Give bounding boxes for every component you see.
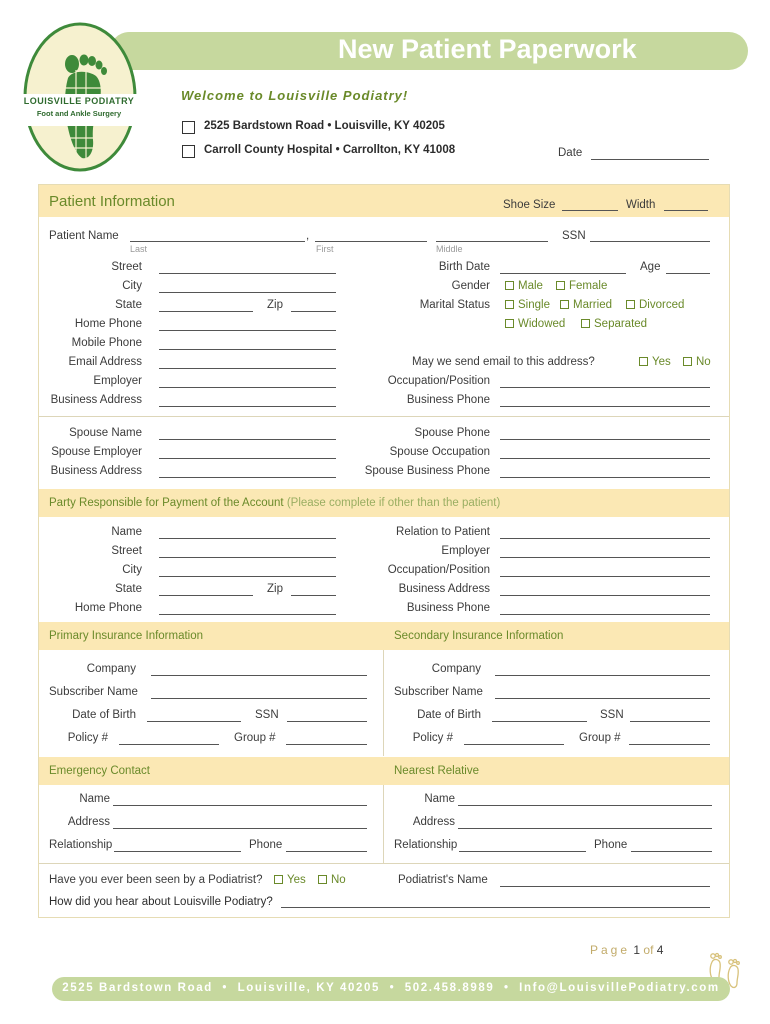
divorced-checkbox[interactable] xyxy=(626,300,635,309)
party-business-phone-field[interactable] xyxy=(500,614,710,615)
female-label: Female xyxy=(569,280,608,292)
party-city-label: City xyxy=(122,564,142,576)
party-business-address-field[interactable] xyxy=(500,595,710,596)
seen-no-checkbox[interactable] xyxy=(318,875,327,884)
age-label: Age xyxy=(640,261,661,273)
zip-field[interactable] xyxy=(291,311,336,312)
relative-phone-label: Phone xyxy=(594,839,628,851)
middle-name-field[interactable] xyxy=(436,241,548,242)
divider xyxy=(39,416,729,417)
party-business-phone-label: Business Phone xyxy=(406,602,490,614)
party-street-label: Street xyxy=(111,545,142,557)
married-label: Married xyxy=(573,299,612,311)
emergency-name-field[interactable] xyxy=(113,805,367,806)
birth-date-field[interactable] xyxy=(500,273,626,274)
business-address-label: Business Address xyxy=(50,394,142,406)
spouse-name-field[interactable] xyxy=(159,439,336,440)
party-state-label: State xyxy=(115,583,142,595)
emergency-relationship-label: Relationship xyxy=(49,839,113,851)
seen-yes-label: Yes xyxy=(287,874,306,886)
emergency-title: Emergency Contact xyxy=(49,765,150,777)
party-name-field[interactable] xyxy=(159,538,336,539)
marital-label: Marital Status xyxy=(419,299,490,311)
welcome-text: Welcome to Louisville Podiatry! xyxy=(181,88,409,103)
gender-label: Gender xyxy=(451,280,490,292)
logo-name: LOUISVILLE PODIATRY xyxy=(23,96,135,106)
secondary-company-field[interactable] xyxy=(495,675,710,676)
insurance-column-divider xyxy=(383,650,384,756)
secondary-subscriber-field[interactable] xyxy=(495,698,710,699)
party-state-field[interactable] xyxy=(159,595,253,596)
patient-name-label: Patient Name xyxy=(49,230,119,242)
party-relation-label: Relation to Patient xyxy=(396,526,490,538)
shoe-size-label: Shoe Size xyxy=(503,199,556,211)
email-label: Email Address xyxy=(68,356,142,368)
emergency-column-divider xyxy=(383,785,384,863)
spouse-phone-field[interactable] xyxy=(500,439,710,440)
state-label: State xyxy=(115,299,142,311)
business-address-field[interactable] xyxy=(159,406,336,407)
secondary-dob-field[interactable] xyxy=(492,721,587,722)
secondary-insurance-title: Secondary Insurance Information xyxy=(394,630,564,642)
of-word: of xyxy=(643,943,654,957)
business-phone-field[interactable] xyxy=(500,406,710,407)
street-field[interactable] xyxy=(159,273,336,274)
secondary-policy-label: Policy # xyxy=(412,732,453,744)
female-checkbox[interactable] xyxy=(556,281,565,290)
page-word: Page xyxy=(590,943,631,957)
primary-policy-label: Policy # xyxy=(67,732,108,744)
widowed-checkbox[interactable] xyxy=(505,319,514,328)
party-home-phone-label: Home Phone xyxy=(74,602,142,614)
city-label: City xyxy=(122,280,142,292)
occupation-field[interactable] xyxy=(500,387,710,388)
secondary-policy-field[interactable] xyxy=(464,744,564,745)
married-checkbox[interactable] xyxy=(560,300,569,309)
zip-label: Zip xyxy=(267,299,283,311)
spouse-business-address-field[interactable] xyxy=(159,477,336,478)
occupation-label: Occupation/Position xyxy=(387,375,490,387)
spouse-employer-field[interactable] xyxy=(159,458,336,459)
party-zip-label: Zip xyxy=(267,583,283,595)
birth-date-label: Birth Date xyxy=(438,261,490,273)
secondary-subscriber-label: Subscriber Name xyxy=(394,686,483,698)
male-label: Male xyxy=(518,280,543,292)
location2-checkbox[interactable] xyxy=(182,145,195,158)
page-indicator xyxy=(590,943,663,957)
first-name-field[interactable] xyxy=(315,241,427,242)
shoe-size-field[interactable] xyxy=(562,210,618,211)
single-label: Single xyxy=(518,299,550,311)
secondary-ssn-label: SSN xyxy=(600,709,624,721)
hear-question: How did you hear about Louisville Podiatry? xyxy=(49,896,273,908)
date-label: Date xyxy=(558,147,583,159)
emergency-address-field[interactable] xyxy=(113,828,367,829)
divider-bottom xyxy=(39,863,729,864)
spouse-business-phone-field[interactable] xyxy=(500,477,710,478)
relative-relationship-label: Relationship xyxy=(394,839,458,851)
single-checkbox[interactable] xyxy=(505,300,514,309)
party-relation-field[interactable] xyxy=(500,538,710,539)
hear-field[interactable] xyxy=(281,907,710,908)
primary-insurance-title: Primary Insurance Information xyxy=(49,630,204,642)
relative-address-field[interactable] xyxy=(458,828,712,829)
emergency-name-label: Name xyxy=(79,793,110,805)
spouse-occupation-label: Spouse Occupation xyxy=(389,446,490,458)
party-occupation-label: Occupation/Position xyxy=(387,564,490,576)
emergency-relationship-field[interactable] xyxy=(114,851,241,852)
ssn-label: SSN xyxy=(562,230,586,242)
primary-subscriber-label: Subscriber Name xyxy=(49,686,138,698)
email-field[interactable] xyxy=(159,368,336,369)
party-city-field[interactable] xyxy=(159,576,336,577)
patient-section-title: Patient Information xyxy=(49,193,175,210)
email-question: May we send email to this address? xyxy=(412,356,595,368)
street-label: Street xyxy=(111,261,142,273)
party-employer-field[interactable] xyxy=(500,557,710,558)
primary-company-field[interactable] xyxy=(151,675,367,676)
age-field[interactable] xyxy=(666,273,710,274)
primary-dob-label: Date of Birth xyxy=(72,709,136,721)
primary-group-label: Group # xyxy=(234,732,276,744)
seen-no-label: No xyxy=(331,874,346,886)
relative-phone-field[interactable] xyxy=(631,851,712,852)
home-phone-field[interactable] xyxy=(159,330,336,331)
email-no-label: No xyxy=(696,356,711,368)
city-field[interactable] xyxy=(159,292,336,293)
male-checkbox[interactable] xyxy=(505,281,514,290)
last-name-field[interactable] xyxy=(130,241,305,242)
mobile-phone-label: Mobile Phone xyxy=(71,337,142,349)
ssn-field[interactable] xyxy=(590,241,710,242)
emergency-address-label: Address xyxy=(67,816,110,828)
divorced-label: Divorced xyxy=(639,299,685,311)
party-name-label: Name xyxy=(111,526,142,538)
page-number: 1 xyxy=(633,943,641,957)
location1-label: 2525 Bardstown Road • Louisville, KY 40205 xyxy=(204,120,445,132)
location2-label: Carroll County Hospital • Carrollton, KY 41008 xyxy=(204,144,456,156)
relative-address-label: Address xyxy=(412,816,455,828)
secondary-ssn-field[interactable] xyxy=(630,721,710,722)
relative-name-field[interactable] xyxy=(458,805,712,806)
relative-title: Nearest Relative xyxy=(394,765,480,777)
email-no-checkbox[interactable] xyxy=(683,357,692,366)
seen-question: Have you ever been seen by a Podiatrist? xyxy=(49,874,263,886)
relative-relationship-field[interactable] xyxy=(459,851,586,852)
employer-label: Employer xyxy=(93,375,142,387)
spouse-phone-label: Spouse Phone xyxy=(414,427,490,439)
party-title xyxy=(49,497,500,509)
width-field[interactable] xyxy=(664,210,708,211)
last-caption: Last xyxy=(130,244,148,254)
mobile-phone-field[interactable] xyxy=(159,349,336,350)
width-label: Width xyxy=(626,199,656,211)
page-total: 4 xyxy=(656,943,664,957)
party-street-field[interactable] xyxy=(159,557,336,558)
spouse-occupation-field[interactable] xyxy=(500,458,710,459)
home-phone-label: Home Phone xyxy=(74,318,142,330)
email-yes-checkbox[interactable] xyxy=(639,357,648,366)
secondary-company-label: Company xyxy=(431,663,481,675)
primary-company-label: Company xyxy=(86,663,136,675)
separated-checkbox[interactable] xyxy=(581,319,590,328)
location1-checkbox[interactable] xyxy=(182,121,195,134)
footer-text: 2525 Bardstown Road • Louisville, KY 40205 • 502.458.8989 • Info@LouisvillePodiatry.com xyxy=(62,982,720,994)
primary-ssn-field[interactable] xyxy=(287,721,367,722)
emergency-phone-label: Phone xyxy=(249,839,283,851)
primary-subscriber-field[interactable] xyxy=(151,698,367,699)
primary-ssn-label: SSN xyxy=(255,709,279,721)
spouse-name-label: Spouse Name xyxy=(69,427,142,439)
emergency-phone-field[interactable] xyxy=(286,851,367,852)
party-note: (Please complete if other than the patient) xyxy=(286,497,501,509)
party-business-address-label: Business Address xyxy=(398,583,490,595)
primary-dob-field[interactable] xyxy=(147,721,241,722)
first-caption: First xyxy=(316,244,334,254)
secondary-dob-label: Date of Birth xyxy=(417,709,481,721)
spouse-business-phone-label: Spouse Business Phone xyxy=(364,465,490,477)
party-title-text: Party Responsible for Payment of the Account xyxy=(49,497,284,509)
widowed-label: Widowed xyxy=(518,318,566,330)
state-field[interactable] xyxy=(159,311,253,312)
podiatrist-name-field[interactable] xyxy=(500,886,710,887)
seen-yes-checkbox[interactable] xyxy=(274,875,283,884)
primary-group-field[interactable] xyxy=(286,744,367,745)
email-yes-label: Yes xyxy=(652,356,671,368)
date-field[interactable] xyxy=(591,159,709,160)
middle-caption: Middle xyxy=(436,244,463,254)
logo-tagline: Foot and Ankle Surgery xyxy=(36,109,122,118)
party-home-phone-field[interactable] xyxy=(159,614,336,615)
party-employer-label: Employer xyxy=(441,545,490,557)
separated-label: Separated xyxy=(594,318,648,330)
business-phone-label: Business Phone xyxy=(406,394,490,406)
spouse-business-address-label: Business Address xyxy=(50,465,142,477)
party-occupation-field[interactable] xyxy=(500,576,710,577)
spouse-employer-label: Spouse Employer xyxy=(51,446,142,458)
secondary-group-field[interactable] xyxy=(629,744,710,745)
podiatrist-name-label: Podiatrist's Name xyxy=(398,874,488,886)
party-zip-field[interactable] xyxy=(291,595,336,596)
page-title: New Patient Paperwork xyxy=(338,34,637,64)
relative-name-label: Name xyxy=(424,793,455,805)
secondary-group-label: Group # xyxy=(579,732,621,744)
employer-field[interactable] xyxy=(159,387,336,388)
primary-policy-field[interactable] xyxy=(119,744,219,745)
name-comma: , xyxy=(306,230,310,242)
